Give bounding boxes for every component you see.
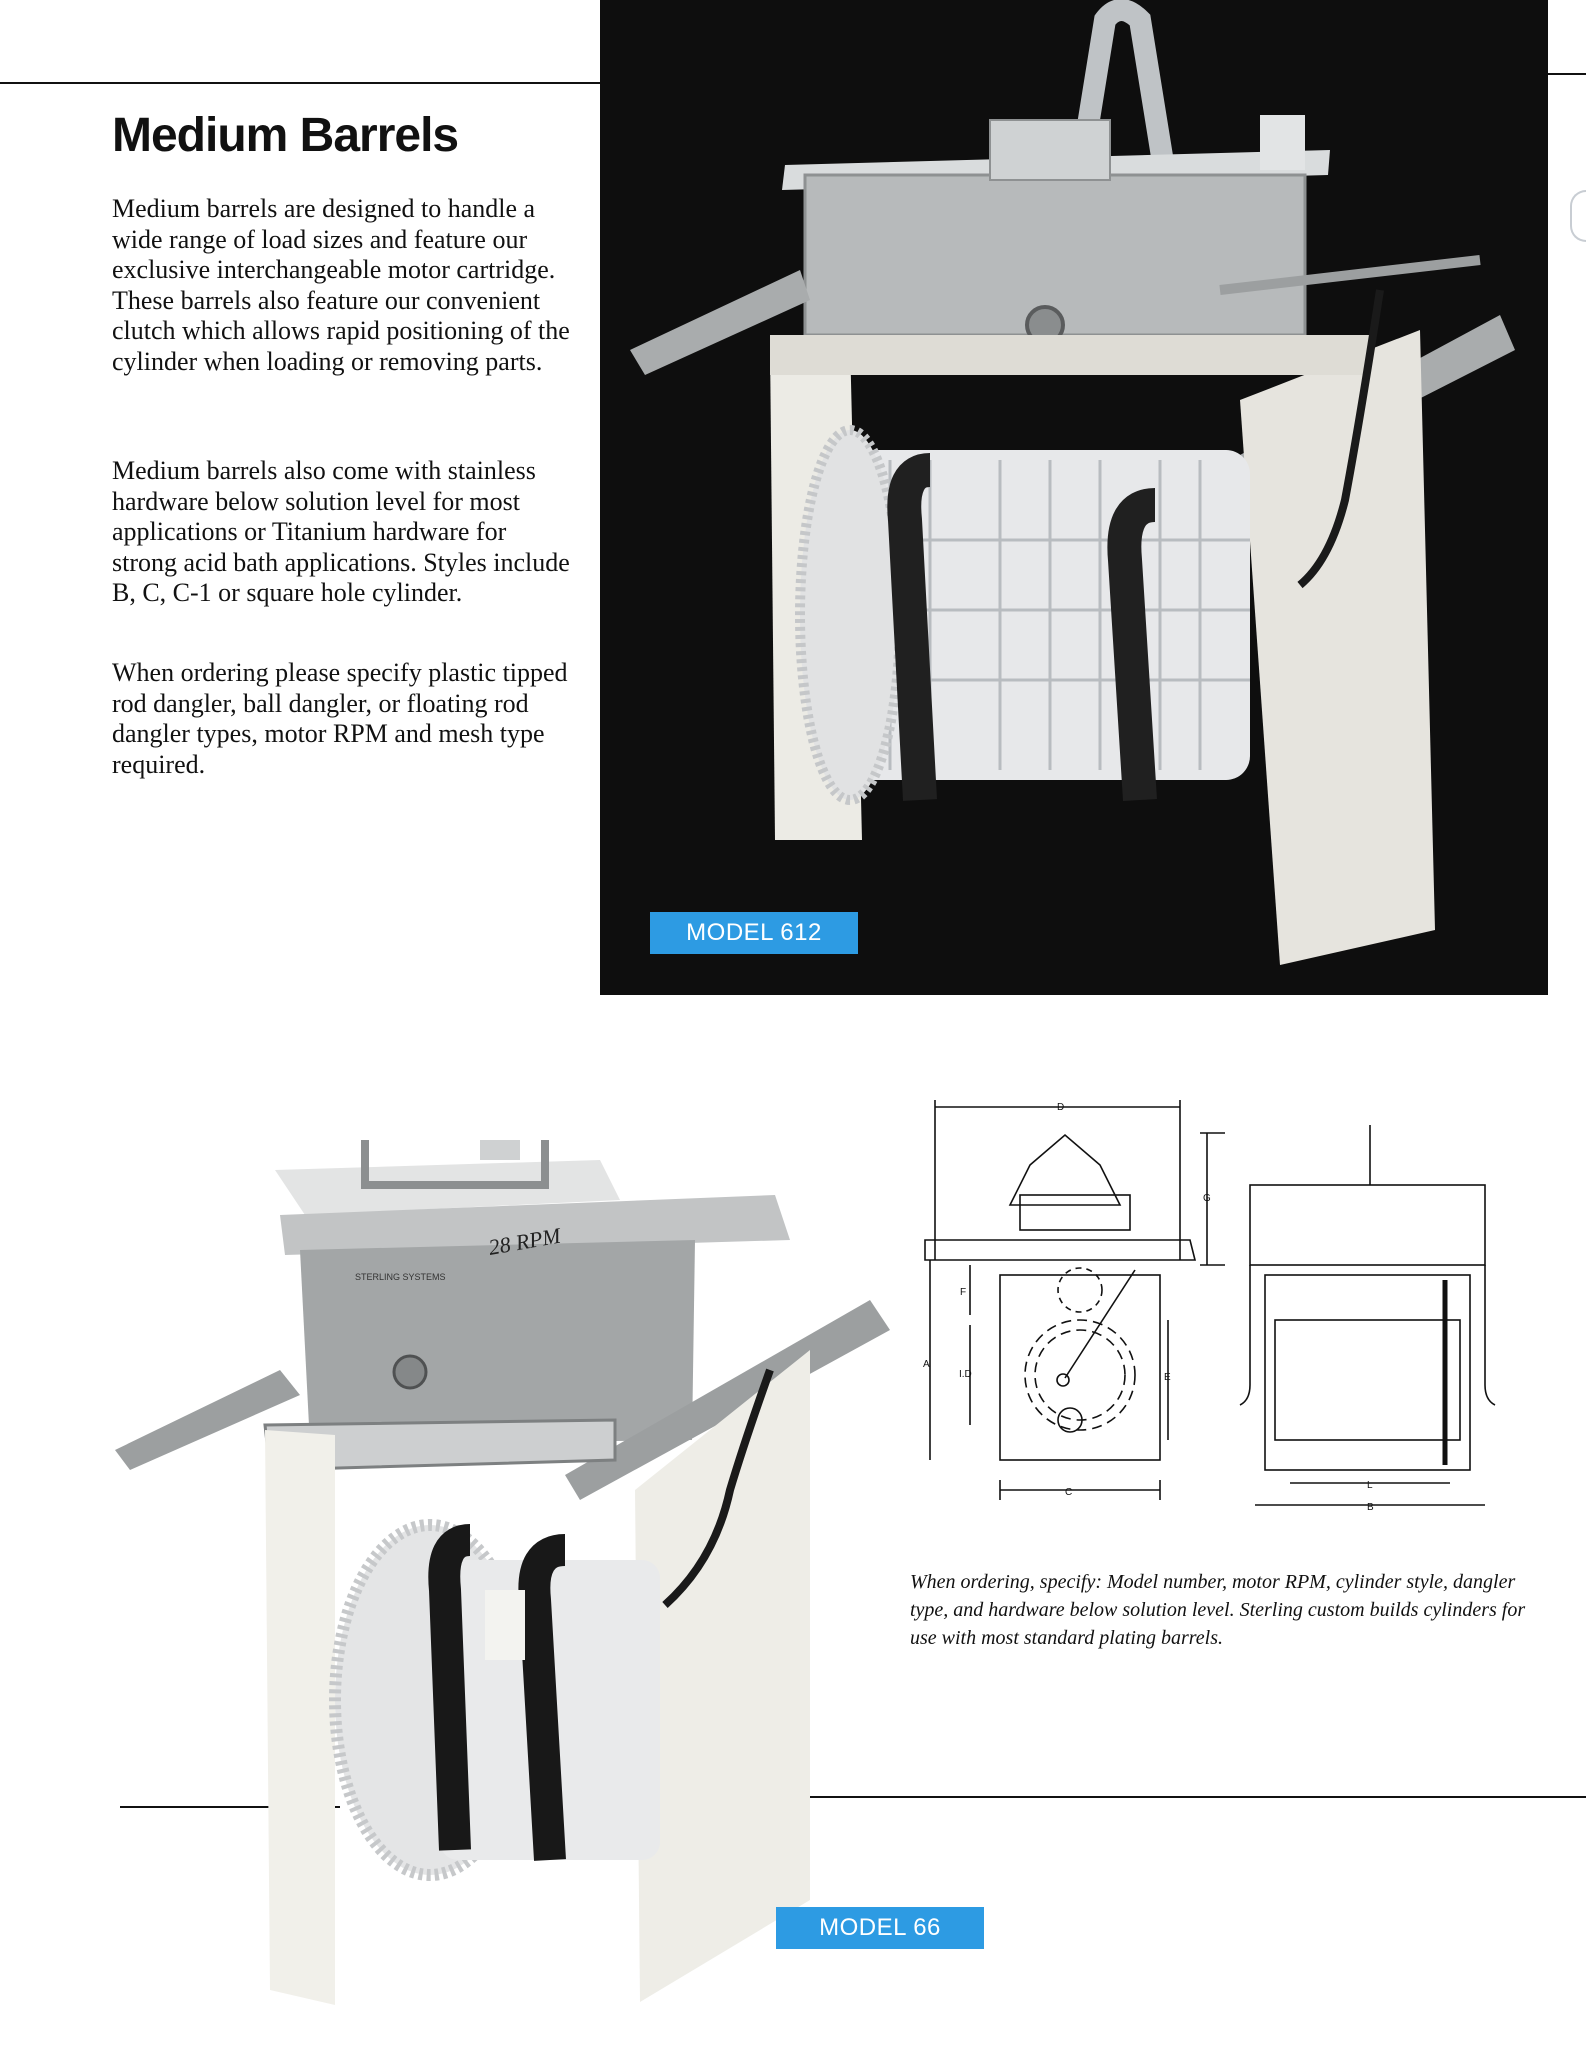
diagram-label-l: L: [1367, 1480, 1373, 1491]
diagram-label-g: G: [1203, 1193, 1211, 1204]
diagram-label-f: F: [960, 1287, 967, 1298]
diagram-label-d: D: [1057, 1102, 1065, 1113]
top-rule-left: [0, 82, 600, 84]
model-612-photo: [600, 0, 1548, 995]
diagram-label-id: I.D: [959, 1369, 972, 1380]
hardware-paragraph: Medium barrels also come with stainless hardware below solution level for most applications or Titanium hardware for strong acid bath applications. Styles include B, C, C-1 or square hole cylinder.: [112, 456, 570, 607]
diagram-label-e: E: [1164, 1372, 1171, 1383]
model-612-badge: MODEL 612: [650, 912, 858, 954]
diagram-label-c: C: [1065, 1487, 1073, 1498]
dimension-diagram: [905, 1095, 1515, 1520]
ordering-paragraph: When ordering please specify plastic tipped rod dangler, ball dangler, or floating rod dangler types, motor RPM and mesh type required.: [112, 658, 568, 779]
ordering-caption: When ordering, specify: Model number, motor RPM, cylinder style, dangler type, and hardware below solution level. Sterling custom builds cylinders for use with most standard plating barrels.: [910, 1571, 1526, 1649]
diagram-label-b: B: [1367, 1502, 1374, 1513]
model-66-badge: MODEL 66: [776, 1907, 984, 1949]
nameplate-text: STERLING SYSTEMS: [355, 1272, 446, 1282]
diagram-label-a: A: [923, 1359, 930, 1370]
intro-paragraph: Medium barrels are designed to handle a wide range of load sizes and feature our exclusive interchangeable motor cartridge. These barrels also feature our convenient clutch which allows rapid positioning of the cylinder when loading or removing parts.: [112, 194, 570, 376]
page-edge-tab: [1570, 190, 1586, 242]
top-rule-right: [1548, 73, 1586, 75]
model-66-photo: [110, 1140, 941, 2020]
rpm-marking: 28 RPM: [486, 1222, 563, 1260]
page-title: Medium Barrels: [112, 109, 459, 162]
